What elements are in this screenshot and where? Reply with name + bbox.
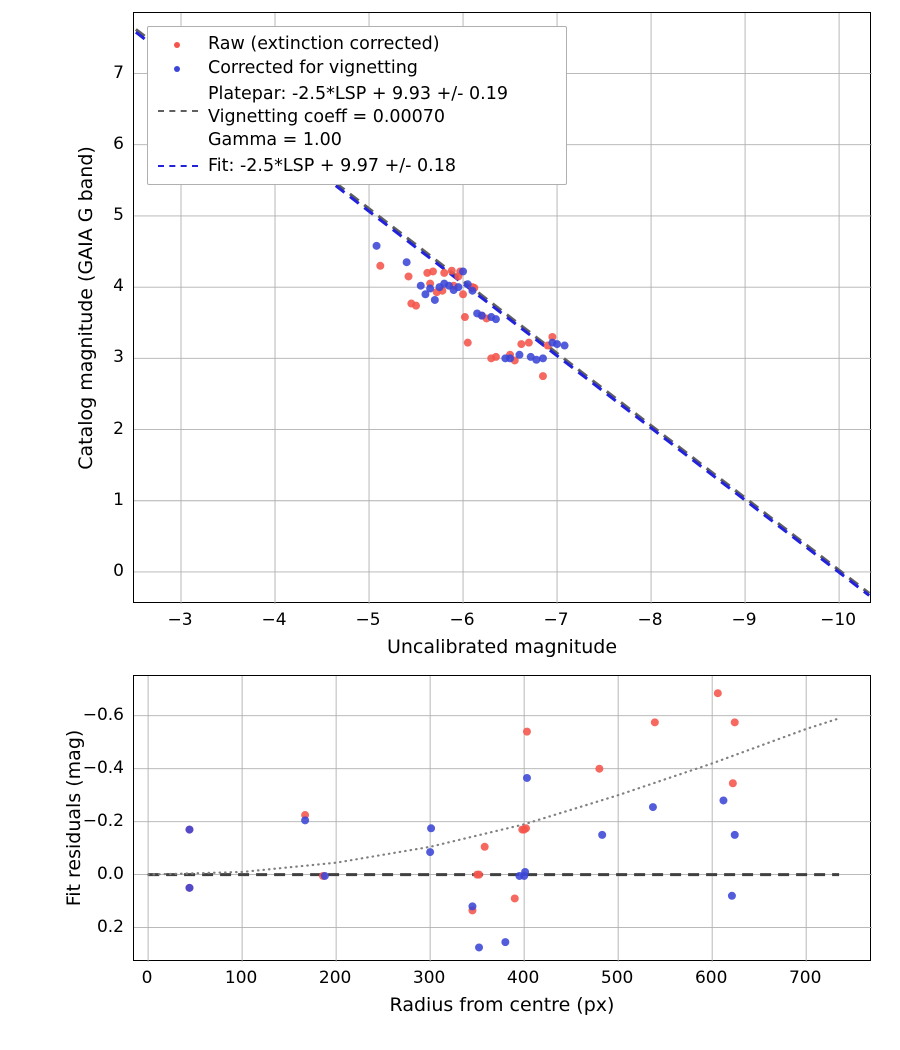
legend-label-raw: Raw (extinction corrected) [208,34,440,55]
x-tick-label: −7 [543,610,569,630]
y-tick-label: −0.2 [82,810,124,831]
y-tick-label: 0.2 [96,916,124,937]
y-tick-label: 0.0 [96,863,124,884]
y-tick-label: 0 [113,560,124,581]
x-tick-label: −3 [167,610,193,630]
x-tick-label: 500 [600,968,634,988]
y-tick-label: 5 [113,204,124,225]
y-tick-label: 7 [113,62,124,83]
y-tick-label: −0.4 [82,757,124,778]
x-axis-title: Radius from centre (px) [389,994,615,1016]
x-axis-title: Uncalibrated magnitude [386,636,618,658]
y-tick-label: 1 [113,489,124,510]
legend-entry-fit [156,154,557,178]
x-tick-label: −10 [820,610,857,630]
x-tick-label: 400 [506,968,540,988]
legend-label-corrected: Corrected for vignetting [208,58,418,79]
fit-residuals-plot [133,675,871,961]
legend-entry-platepar [156,83,557,151]
y-tick-label: 2 [113,418,124,439]
calibration-legend [147,26,567,185]
legend-marker-dash-blue [156,156,200,176]
legend-label-platepar: Platepar: -2.5*LSP + 9.93 +/- 0.19 Vignetting coeff = 0.00070 Gamma = 1.00 [208,84,508,150]
legend-entry-raw [156,33,557,57]
y-tick-label: −0.6 [82,704,124,725]
x-tick-label: −5 [355,610,381,630]
x-tick-label: 600 [694,968,728,988]
x-tick-label: 0 [141,968,153,988]
x-tick-label: 300 [412,968,446,988]
legend-marker-dash-gray [156,101,200,121]
x-tick-label: −8 [637,610,663,630]
legend-marker-dot-red [156,35,200,55]
legend-entry-corrected [156,57,557,81]
y-axis-title: Fit residuals (mag) [63,729,85,907]
x-tick-label: 200 [318,968,352,988]
x-tick-label: 100 [224,968,258,988]
legend-label-fit: Fit: -2.5*LSP + 9.97 +/- 0.18 [208,155,456,176]
x-tick-label: −4 [261,610,287,630]
y-tick-label: 4 [113,276,124,297]
y-tick-label: 3 [113,347,124,368]
x-tick-label: 700 [788,968,822,988]
y-axis-title: Catalog magnitude (GAIA G band) [75,145,97,470]
x-tick-label: −6 [449,610,475,630]
legend-marker-dot-blue [156,59,200,79]
y-tick-label: 6 [113,133,124,154]
x-tick-label: −9 [731,610,757,630]
residuals-plot-canvas [134,676,872,962]
